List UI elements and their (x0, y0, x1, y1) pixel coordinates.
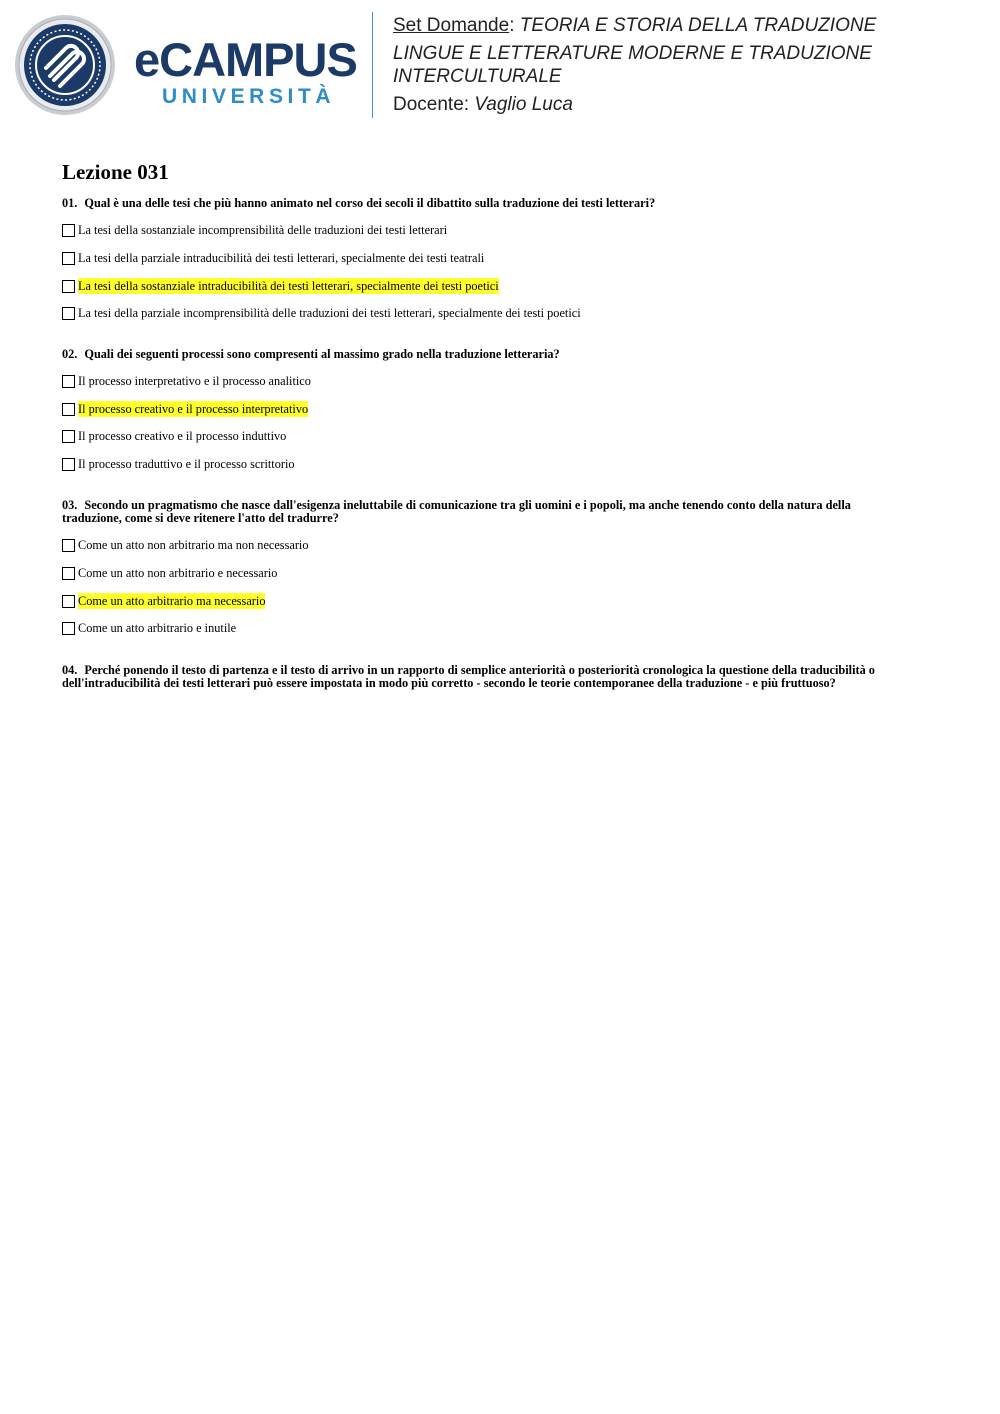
answer-option[interactable] (62, 305, 581, 321)
answer-option[interactable] (62, 537, 309, 553)
question-number: 02. (62, 347, 78, 361)
set-separator: : (509, 15, 515, 36)
lesson-title: Lezione 031 (62, 160, 169, 184)
answer-label-highlighted: La tesi della sostanziale intraducibilità dei testi letterari, specialmente dei testi poetici (78, 279, 499, 293)
answer-label: Il processo interpretativo e il processo analitico (78, 374, 311, 388)
answer-option[interactable] (62, 222, 447, 238)
answer-label: Come un atto non arbitrario ma non necessario (78, 538, 309, 552)
answer-checkbox[interactable] (62, 307, 75, 320)
course-title-line2: LINGUE E LETTERATURE MODERNE E TRADUZIONE (393, 43, 872, 64)
answer-label: Il processo creativo e il processo induttivo (78, 429, 287, 443)
answer-checkbox[interactable] (62, 224, 75, 237)
header-divider (372, 12, 373, 118)
answer-label-highlighted: Il processo creativo e il processo interpretativo (78, 402, 309, 416)
answer-option[interactable] (62, 250, 484, 266)
question-text: 03. Secondo un pragmatismo che nasce dall'esigenza ineluttabile di comunicazione tra gli uomini e i popoli, ma anche tenendo conto della natura della traduzione, come si deve ritenere l'atto del tradurre? (62, 498, 851, 525)
answer-label: Come un atto non arbitrario e necessario (78, 566, 278, 580)
question-01 (62, 196, 922, 320)
answer-option-correct[interactable] (62, 593, 265, 609)
question-text: 02. Quali dei seguenti processi sono compresenti al massimo grado nella traduzione letteraria? (62, 347, 560, 361)
answer-label-highlighted: Come un atto arbitrario ma necessario (78, 594, 266, 608)
answer-option[interactable] (62, 620, 236, 636)
answer-option[interactable] (62, 428, 286, 444)
set-domande-label: Set Domande (393, 15, 510, 36)
question-number: 04. (62, 663, 78, 677)
answer-checkbox[interactable] (62, 403, 75, 416)
question-02 (62, 347, 922, 471)
answer-option[interactable] (62, 373, 311, 389)
answer-checkbox[interactable] (62, 280, 75, 293)
answer-checkbox[interactable] (62, 458, 75, 471)
answer-label: Come un atto arbitrario e inutile (78, 621, 237, 635)
university-logo (14, 14, 359, 116)
answer-option[interactable] (62, 456, 295, 472)
answer-label: La tesi della parziale incomprensibilità delle traduzioni dei testi letterari, specialmente dei testi poetici (78, 306, 581, 320)
question-04 (62, 664, 922, 690)
answer-checkbox[interactable] (62, 430, 75, 443)
question-03 (62, 498, 922, 635)
docente-name: Vaglio Luca (474, 94, 573, 115)
answer-checkbox[interactable] (62, 567, 75, 580)
question-text: 01. Qual è una delle tesi che più hanno animato nel corso dei secoli il dibattito sulla traduzione dei testi letterari? (62, 196, 656, 210)
answer-option-correct[interactable] (62, 278, 499, 294)
seal-emblem-icon (14, 14, 116, 116)
question-text: 04. Perché ponendo il testo di partenza e il testo di arrivo in un rapporto di semplice anteriorità o posteriorità cronologica la questione della traducibilità o dell'intraducibilità dei testi letterari può essere impostata in modo più corretto - secondo le teorie contemporanee della traduzione - e più fruttuoso? (62, 663, 875, 690)
answer-label: Il processo traduttivo e il processo scrittorio (78, 457, 295, 471)
answer-option[interactable] (62, 565, 277, 581)
header-course-info (393, 14, 983, 116)
brand-subtitle: UNIVERSITÀ (162, 85, 336, 108)
question-number: 01. (62, 196, 78, 210)
course-title-line3: INTERCULTURALE (393, 66, 562, 87)
course-title-line1: TEORIA E STORIA DELLA TRADUZIONE (519, 15, 877, 36)
answer-option-correct[interactable] (62, 401, 308, 417)
answer-checkbox[interactable] (62, 622, 75, 635)
answer-checkbox[interactable] (62, 539, 75, 552)
brand-name: eCAMPUS (134, 33, 357, 86)
answer-checkbox[interactable] (62, 375, 75, 388)
answer-label: La tesi della sostanziale incomprensibilità delle traduzioni dei testi letterari (78, 223, 448, 237)
answer-checkbox[interactable] (62, 595, 75, 608)
answer-label: La tesi della parziale intraducibilità dei testi letterari, specialmente dei testi teatrali (78, 251, 485, 265)
question-number: 03. (62, 498, 78, 512)
answer-checkbox[interactable] (62, 252, 75, 265)
docente-label: Docente: (393, 94, 470, 115)
